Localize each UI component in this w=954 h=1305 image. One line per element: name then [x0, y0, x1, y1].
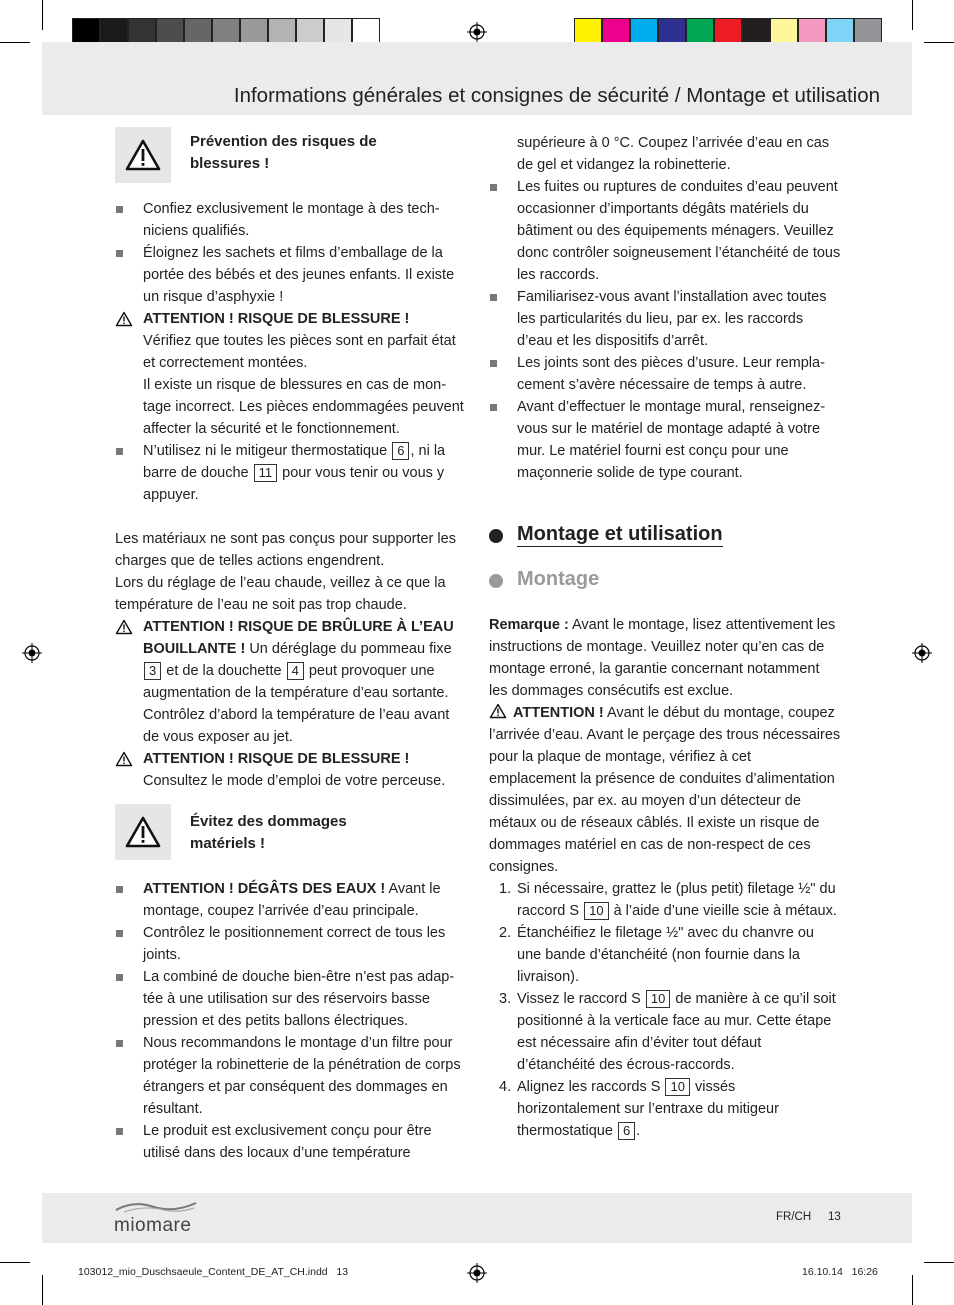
list-item: Les joints sont des pièces d’usure. Leur remplacement s’avère nécessaire de temps à autre. [489, 352, 841, 396]
list-item: Nous recommandons le montage d’un filtre pour protéger la robinetterie de la pénétration de corps étrangers et par conséquent des dommages en résultant. [115, 1032, 467, 1120]
warning-box-title: Évitez des dommages matériels ! [190, 813, 347, 852]
warning-item: ATTENTION ! RISQUE DE BLESSURE ! Consultez le mode d’emploi de votre perceuse. [115, 748, 467, 792]
warning-triangle-icon [115, 751, 133, 767]
note-paragraph: Remarque : Avant le montage, lisez attentivement les instructions de montage. Veuillez noter qu’en cas de montage erroné, la garantie concernant notamment les dommages consécutifs est exclue. [489, 617, 836, 699]
paragraph: supérieure à 0 °C. Coupez l’arrivée d’eau en cas de gel et vidangez la robinetterie. [517, 135, 830, 173]
crop-mark [0, 42, 30, 43]
part-reference: 11 [254, 464, 278, 482]
part-reference: 3 [144, 662, 161, 680]
part-reference: 10 [584, 902, 608, 920]
part-reference: 4 [287, 662, 304, 680]
page-title: Informations générales et consignes de sécurité / Montage et utilisation [233, 84, 880, 107]
list-item: Les fuites ou ruptures de conduites d’eau peuvent occasionner d’importants dégâts matériels du bâtiment ou des équipements ménagers. Veuillez donc contrôler soigneusement l’étanchéité de tous les raccords. [489, 176, 841, 286]
page-number: 13 [828, 1211, 841, 1223]
warning-box [115, 127, 171, 183]
warning-triangle-icon [115, 619, 133, 635]
warning-box-title: Prévention des risques de blessures ! [190, 133, 377, 172]
part-reference: 10 [646, 990, 670, 1008]
step-item: 2. Étanchéifiez le filetage ½" avec du chanvre ou une bande d’étanchéité (non fournie dans la livraison). [499, 925, 814, 985]
right-column [489, 132, 841, 484]
registration-mark-icon [912, 643, 932, 663]
warning-item: ATTENTION ! RISQUE DE BLESSURE ! Vérifiez que toutes les pièces sont en parfait état et correctement montées. Il existe un risque de blessures en cas de montage incorrect. Les pièces endommagées peuvent affecter la sécurité et le fonctionnement. [115, 308, 467, 440]
left-column-lower [115, 878, 467, 1164]
crop-mark [912, 1275, 913, 1305]
list-item: Avant d’effectuer le montage mural, renseignez-vous sur le matériel de montage adapté à votre mur. Le matériel fourni est conçu pour une maçonnerie solide de type courant. [489, 396, 841, 484]
warning-triangle-icon [489, 703, 507, 719]
warning-triangle-icon [115, 311, 133, 327]
registration-mark-icon [467, 1263, 487, 1283]
warning-triangle-icon [115, 804, 171, 860]
paragraph: Les matériaux ne sont pas conçus pour supporter les charges que de telles actions engendrent. [115, 531, 456, 569]
step-item: 1. Si nécessaire, grattez le (plus petit) filetage ½" du raccord S 10 à l’aide d’une vieille scie à métaux. [499, 881, 837, 919]
registration-mark-icon [467, 22, 487, 42]
crop-mark [42, 0, 43, 30]
step-item: 3. Vissez le raccord S 10 de manière à ce qu’il soit positionné à la verticale face au mur. Cette étape est nécessaire afin d’éviter tout défaut d’étanchéité des écrous-raccords. [499, 991, 836, 1073]
paragraph: Lors du réglage de l’eau chaude, veillez à ce que la température de l’eau ne soit pas trop chaude. [115, 575, 446, 613]
warning-triangle-icon [115, 127, 171, 183]
list-item: Familiarisez-vous avant l’installation avec toutes les particularités du lieu, par ex. les raccords d’eau et les dispositifs d’arrêt. [489, 286, 841, 352]
part-reference: 6 [618, 1122, 635, 1140]
list-item: Éloignez les sachets et films d’emballage de la portée des bébés et des jeunes enfants. Il existe un risque d’asphyxie ! [115, 242, 467, 308]
attention-paragraph: ATTENTION ! Avant le début du montage, coupez l’arrivée d’eau. Avant le perçage des trous nécessaires pour la plaque de montage, vérifiez à cet emplacement la présence de conduites d’alimentation dissimulées, par ex. au moyen d’un détecteur de métaux ou de réseaux câblés. Il existe un risque de dommages matériel en cas de non-respect de ces consignes. [489, 705, 841, 875]
list-item: Confiez exclusivement le montage à des techniciens qualifiés. [115, 198, 467, 242]
brand-name: miomare [114, 1215, 192, 1236]
list-item: Contrôlez le positionnement correct de tous les joints. [115, 922, 467, 966]
wave-logo-icon [114, 1200, 198, 1214]
list-item: La combiné de douche bien-être n’est pas adaptée à une utilisation sur des réservoirs basse pression et des petits ballons électriques. [115, 966, 467, 1032]
section-bullet-icon [489, 529, 503, 543]
warning-box [115, 804, 171, 860]
subsection-title: Montage [517, 568, 600, 590]
brand-logo [114, 1200, 198, 1237]
section-title: Montage et utilisation [517, 523, 723, 545]
step-item: 4. Alignez les raccords S 10 vissés horizontalement sur l’entraxe du mitigeur thermostatique 6 . [499, 1079, 779, 1139]
language-code: FR/CH [776, 1211, 812, 1223]
registration-mark-icon [22, 643, 42, 663]
list-item: Le produit est exclusivement conçu pour être utilisé dans des locaux d’une température [115, 1120, 467, 1164]
part-reference: 6 [392, 442, 409, 460]
part-reference: 10 [665, 1078, 689, 1096]
crop-mark [924, 1262, 954, 1263]
crop-mark [0, 1262, 30, 1263]
print-date: 16.10.14 16:26 [802, 1266, 878, 1278]
list-item: N’utilisez ni le mitigeur thermostatique 6 , ni la barre de douche 11 pour vous tenir ou vous y appuyer. [115, 440, 467, 506]
crop-mark [924, 42, 954, 43]
subsection-bullet-icon [489, 574, 503, 588]
crop-mark [42, 1275, 43, 1305]
right-column-lower [489, 614, 841, 1142]
crop-mark [912, 0, 913, 30]
warning-item: ATTENTION ! RISQUE DE BRÛLURE À L’EAU BOUILLANTE ! Un déréglage du pommeau fixe 3 et de la douchette 4 peut provoquer une augmentation de la température d’eau sortante. Contrôlez d’abord la température de l’eau avant de vous exposer au jet. [115, 616, 467, 748]
left-column [115, 198, 467, 792]
file-info: 103012_mio_Duschsaeule_Content_DE_AT_CH.indd 13 [78, 1266, 349, 1278]
list-item: ATTENTION ! DÉGÂTS DES EAUX ! Avant le montage, coupez l’arrivée d’eau principale. [115, 878, 467, 922]
